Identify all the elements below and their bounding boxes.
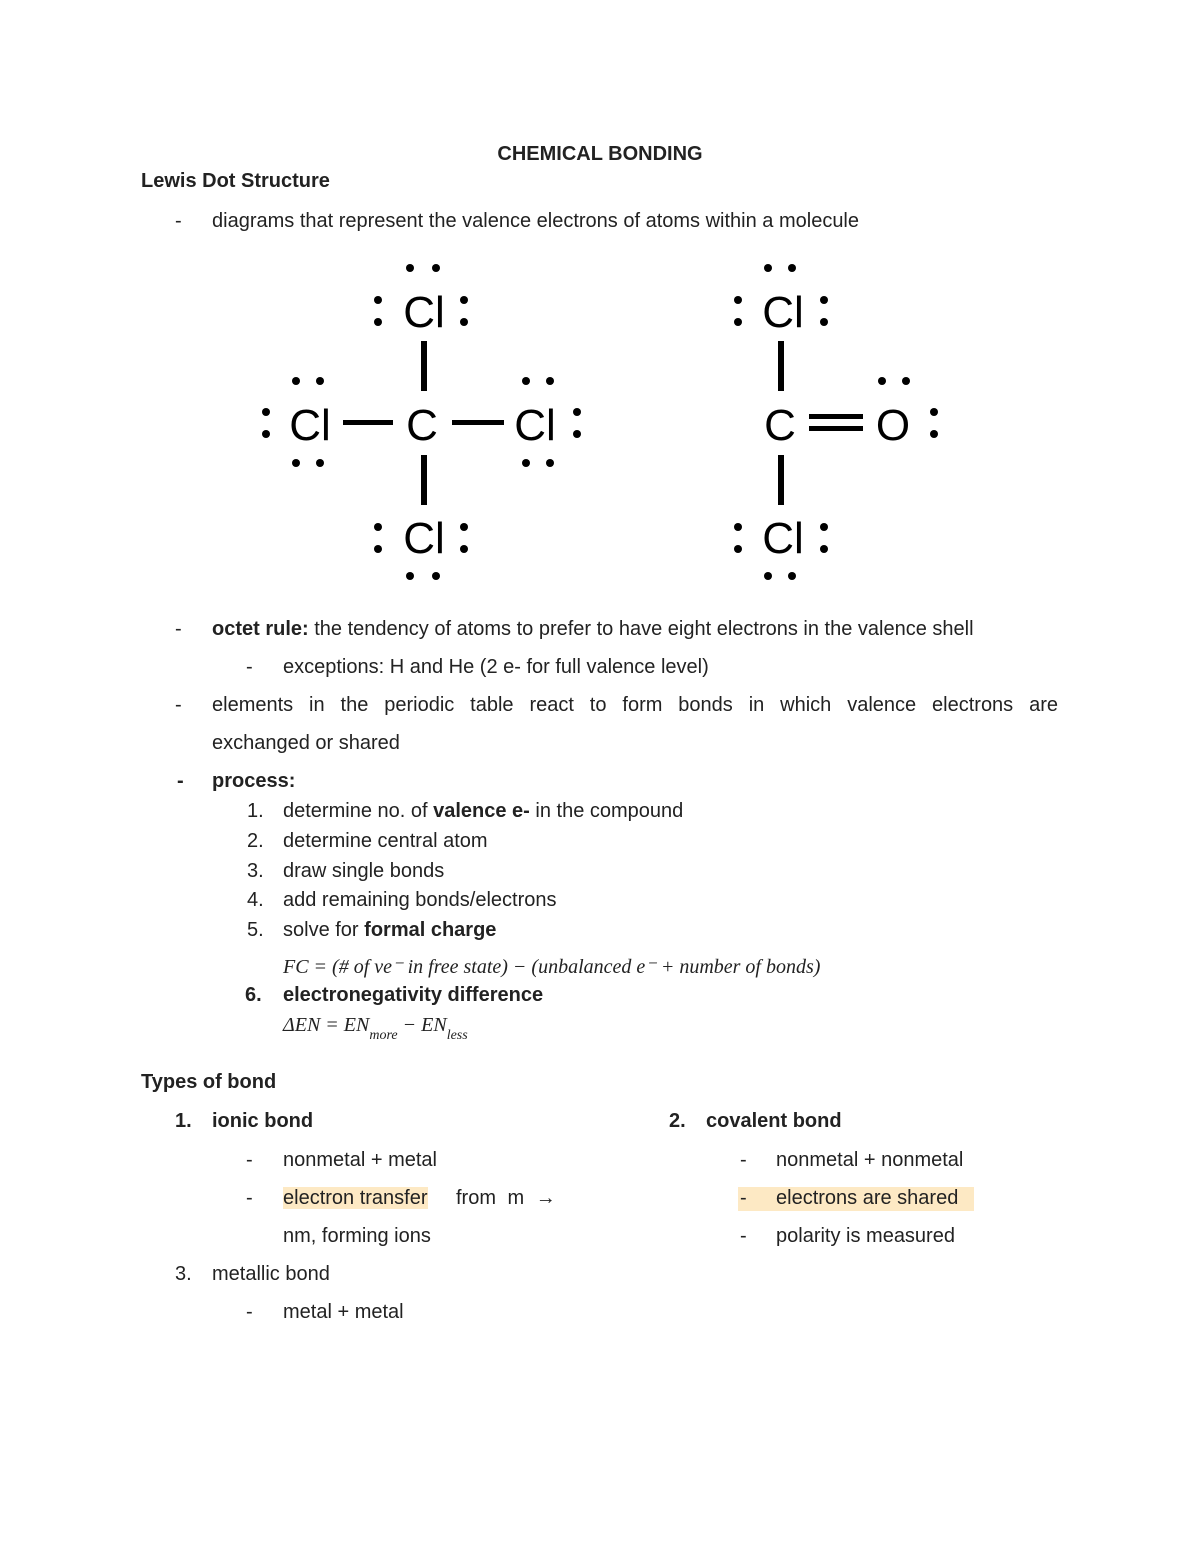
- bullet-dash: -: [246, 656, 253, 678]
- octet-exceptions: exceptions: H and He (2 e- for full valence level): [283, 656, 709, 678]
- bullet-dash: -: [246, 1301, 253, 1323]
- electronegativity-formula: [283, 1014, 468, 1044]
- step-number: 6.: [245, 984, 262, 1006]
- cl-bottom-left-molecule: Cl: [403, 514, 445, 563]
- en-lhs: ΔEN = EN: [283, 1014, 370, 1036]
- ionic-bond-label: ionic bond: [212, 1110, 314, 1132]
- covalent-item-1: nonmetal + nonmetal: [776, 1149, 964, 1171]
- step-number: 1.: [247, 800, 264, 822]
- step-4: add remaining bonds/electrons: [283, 889, 557, 911]
- covalent-bond-label: covalent bond: [706, 1110, 842, 1132]
- octet-rule-line: [212, 618, 974, 641]
- cl-bottom-right-molecule: Cl: [762, 514, 804, 563]
- step-number: 3.: [247, 860, 264, 882]
- cl-right-left-molecule: Cl: [514, 401, 556, 450]
- bullet-dash: -: [740, 1225, 747, 1247]
- covalent-item-3: polarity is measured: [776, 1225, 955, 1247]
- formal-charge-formula: FC = (# of ve⁻ in free state) − (unbalanced e⁻ + number of bonds): [283, 956, 821, 978]
- bullet-dash: -: [175, 210, 182, 232]
- step-number: 4.: [247, 889, 264, 911]
- elements-line-2: exchanged or shared: [212, 732, 400, 754]
- ionic-highlight: electron transfer: [283, 1187, 428, 1209]
- bullet-dash: -: [246, 1187, 253, 1209]
- covalent-item-2: electrons are shared: [776, 1187, 959, 1209]
- metallic-item-1: metal + metal: [283, 1301, 404, 1323]
- step-number: 5.: [247, 919, 264, 941]
- metallic-number: 3.: [175, 1263, 192, 1285]
- en-minus: − EN: [397, 1014, 447, 1036]
- ionic-item-1: nonmetal + metal: [283, 1149, 437, 1171]
- en-subscript-less: less: [446, 1028, 468, 1043]
- o-right-molecule: O: [875, 401, 911, 450]
- ionic-item-2-cont: from m →: [456, 1187, 556, 1209]
- page-title: CHEMICAL BONDING: [497, 143, 703, 165]
- cl-top-right-molecule: Cl: [762, 288, 804, 337]
- step-1-post: in the compound: [529, 800, 684, 822]
- c-center-right-molecule: C: [764, 401, 796, 450]
- step-6: electronegativity difference: [283, 984, 544, 1006]
- bullet-dash: -: [175, 694, 182, 716]
- step-1: [283, 800, 683, 823]
- lewis-structure-diagram: [240, 255, 960, 585]
- step-1-pre: determine no. of: [283, 800, 434, 822]
- metallic-bond-label: metallic bond: [212, 1263, 330, 1285]
- step-5: [283, 919, 496, 942]
- bullet-dash: -: [740, 1187, 747, 1209]
- c-center-left-molecule: C: [406, 401, 438, 450]
- covalent-number: 2.: [669, 1110, 686, 1132]
- step-5-pre: solve for: [283, 919, 365, 941]
- bullet-dash: -: [175, 618, 182, 640]
- lewis-definition: diagrams that represent the valence electrons of atoms within a molecule: [212, 210, 860, 232]
- cl-left-left-molecule: Cl: [289, 401, 331, 450]
- step-1-bold: valence e-: [433, 800, 530, 822]
- step-number: 2.: [247, 830, 264, 852]
- octet-rule-text: the tendency of atoms to prefer to have eight electrons in the valence shell: [308, 618, 974, 640]
- bullet-dash: -: [246, 1149, 253, 1171]
- step-5-bold: formal charge: [364, 919, 497, 941]
- elements-line-1: elements in the periodic table react to form bonds in which valence electrons are: [212, 694, 1058, 716]
- section-heading-lewis: Lewis Dot Structure: [141, 170, 330, 192]
- step-3: draw single bonds: [283, 860, 445, 882]
- cl-top-left-molecule: Cl: [403, 288, 445, 337]
- bullet-dash: -: [177, 770, 184, 792]
- section-heading-types: Types of bond: [141, 1071, 277, 1093]
- process-label: process:: [212, 770, 296, 792]
- ionic-number: 1.: [175, 1110, 192, 1132]
- bullet-dash: -: [740, 1149, 747, 1171]
- ionic-item-2-line2: nm, forming ions: [283, 1225, 431, 1247]
- en-subscript-more: more: [369, 1028, 398, 1043]
- step-2: determine central atom: [283, 830, 488, 852]
- octet-rule-term: octet rule:: [212, 618, 309, 640]
- ionic-item-2: [283, 1187, 428, 1210]
